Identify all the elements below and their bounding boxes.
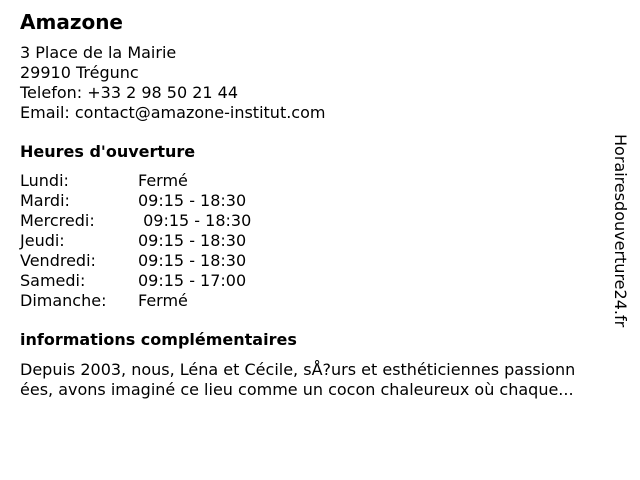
business-card [20,10,620,400]
address-street: 3 Place de la Mairie [20,43,177,62]
day-hours: Fermé [138,171,188,190]
day-label: Mardi: [20,191,70,210]
day-label: Vendredi: [20,251,96,270]
info-text-line: Depuis 2003, nous, Léna et Cécile, sÅ?urs et esthéticiennes passionn [20,360,576,379]
day-label: Samedi: [20,271,86,290]
info-description [20,360,620,400]
day-label: Jeudi: [20,231,65,250]
day-hours: 09:15 - 18:30 [138,231,247,250]
info-heading: informations complémentaires [20,330,297,349]
site-watermark: Horairesdouverture24.fr [611,134,630,328]
day-label: Mercredi: [20,211,95,230]
hours-row [20,211,620,231]
hours-row [20,191,620,211]
info-text-line: ées, avons imaginé ce lieu comme un cocon chaleureux où chaque... [20,380,574,399]
day-hours: 09:15 - 18:30 [138,251,247,270]
day-hours: Fermé [138,291,188,310]
phone-number: Telefon: +33 2 98 50 21 44 [20,83,239,102]
hours-row [20,271,620,291]
hours-row [20,291,620,311]
business-name: Amazone [20,10,123,34]
hours-table [20,171,620,311]
day-hours: 09:15 - 18:30 [138,211,252,230]
day-hours: 09:15 - 18:30 [138,191,247,210]
day-label: Lundi: [20,171,69,190]
email-address: Email: contact@amazone-institut.com [20,103,326,122]
day-hours: 09:15 - 17:00 [138,271,247,290]
hours-row [20,251,620,271]
day-label: Dimanche: [20,291,107,310]
hours-heading: Heures d'ouverture [20,142,196,161]
hours-row [20,171,620,191]
address-city: 29910 Trégunc [20,63,139,82]
hours-row [20,231,620,251]
